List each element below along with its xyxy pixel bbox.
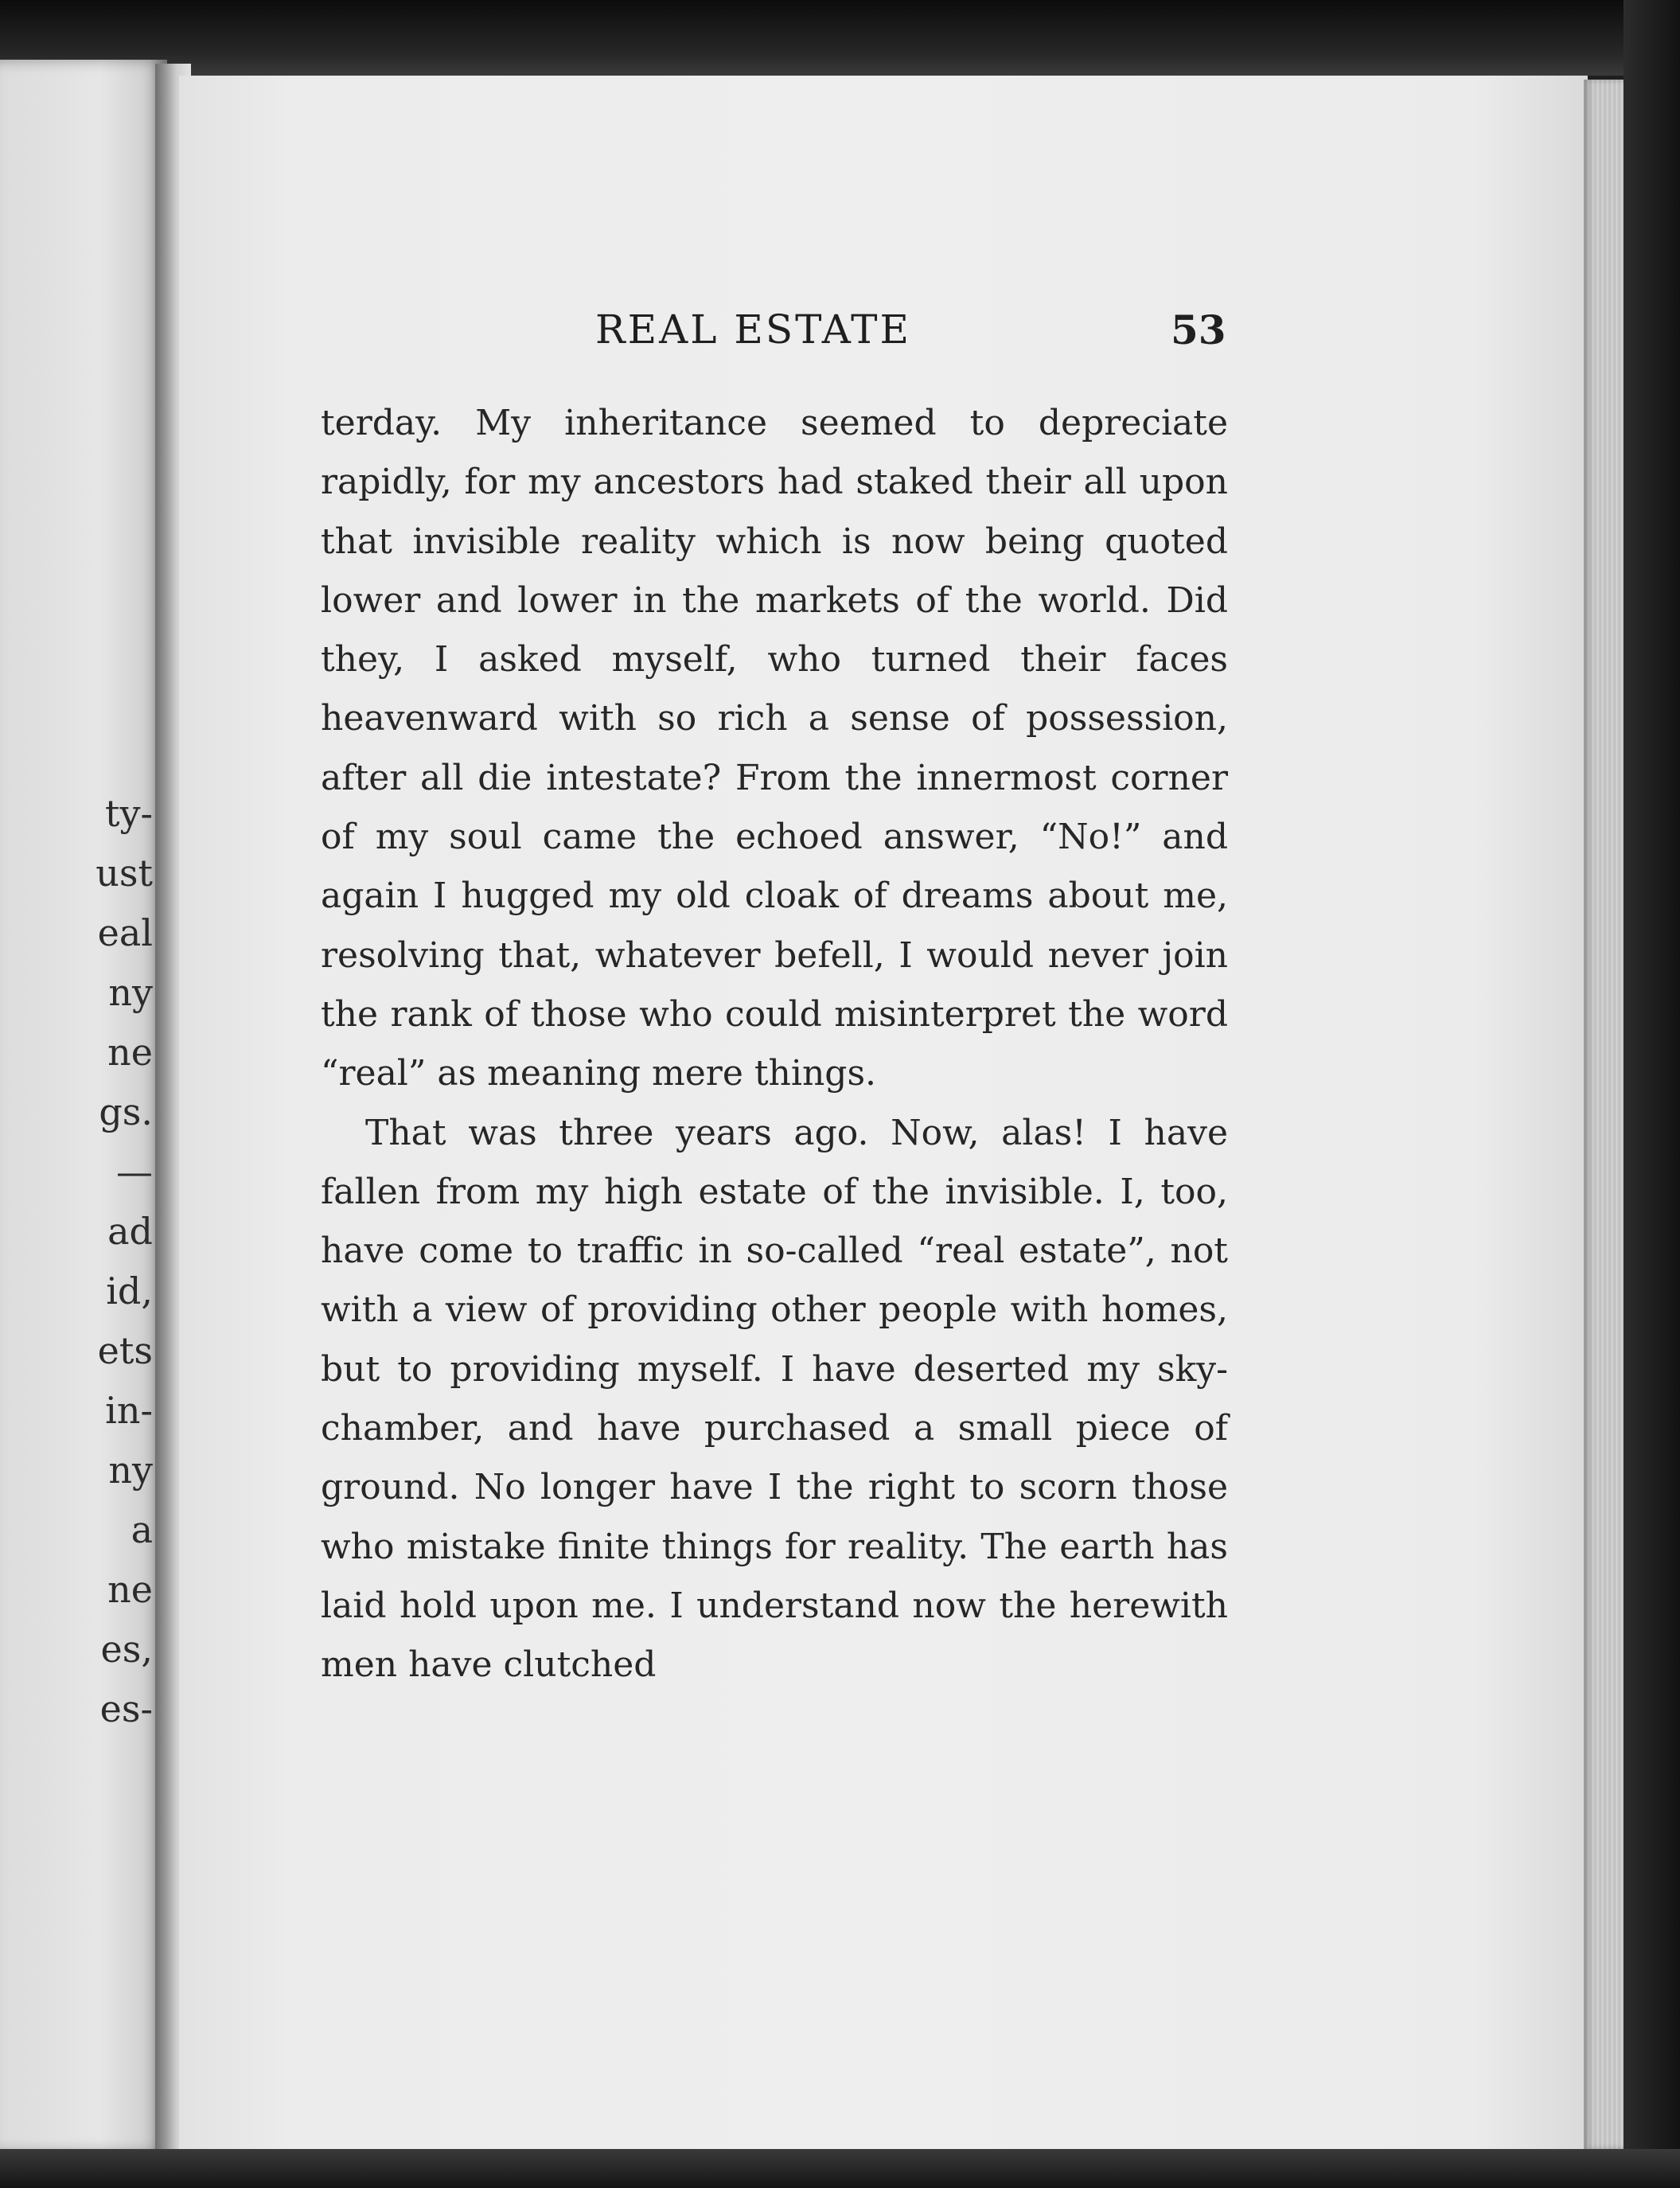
line-fragment: id,	[106, 1270, 153, 1312]
scanner-top-border	[0, 0, 1680, 76]
page-number: 53	[1171, 306, 1226, 353]
facing-page-left	[0, 60, 167, 2153]
line-fragment: in-	[105, 1389, 153, 1432]
page-block-edge	[1584, 80, 1627, 2149]
running-header	[179, 306, 1588, 362]
line-fragment: ty-	[104, 792, 153, 835]
line-fragment: —	[116, 1150, 153, 1193]
paragraph: terday. My inheritance seemed to depreciate rapidly, for my ancestors had staked their all upon that invisible reality which is now being quoted lower and lower in the markets of the world. Did they, I asked myself, who turned their faces heavenward with so rich a sense of possession, after all die intestate? From the innermost corner of my soul came the echoed answer, “No!” and again I hugged my old cloak of dreams about me, resolving that, whatever befell, I would never join the rank of those who could misinterpret the word “real” as meaning mere things.	[321, 403, 1228, 1094]
line-fragment: ne	[107, 1031, 153, 1074]
line-fragment: ne	[107, 1568, 153, 1611]
line-fragment: ets	[97, 1329, 153, 1372]
line-fragment: eal	[97, 911, 153, 954]
line-fragment: es,	[100, 1628, 153, 1671]
line-fragment: es-	[99, 1687, 153, 1730]
line-fragment: ny	[108, 971, 153, 1014]
line-fragment: ad	[107, 1210, 153, 1253]
book-page	[179, 76, 1588, 2153]
line-fragment: ny	[108, 1449, 153, 1492]
paragraph: That was three years ago. Now, alas! I have fallen from my high estate of the invisible. I, too, have come to traffic in so-called “real estate”, not with a view of providing other people with homes, but to providing myself. I have deserted my sky-chamber, and have purchased a small piece of ground. No longer have I the right to scorn those who mistake finite things for reality. The earth has laid hold upon me. I understand now the herewith men have clutched	[321, 1112, 1228, 1686]
scanner-bottom-border	[0, 2149, 1680, 2188]
line-fragment: gs.	[99, 1090, 153, 1133]
line-fragment: a	[131, 1508, 153, 1551]
scanner-right-border	[1623, 0, 1680, 2188]
body-text	[321, 394, 1228, 1695]
line-fragment: ust	[95, 852, 153, 895]
running-title: REAL ESTATE	[595, 306, 911, 353]
